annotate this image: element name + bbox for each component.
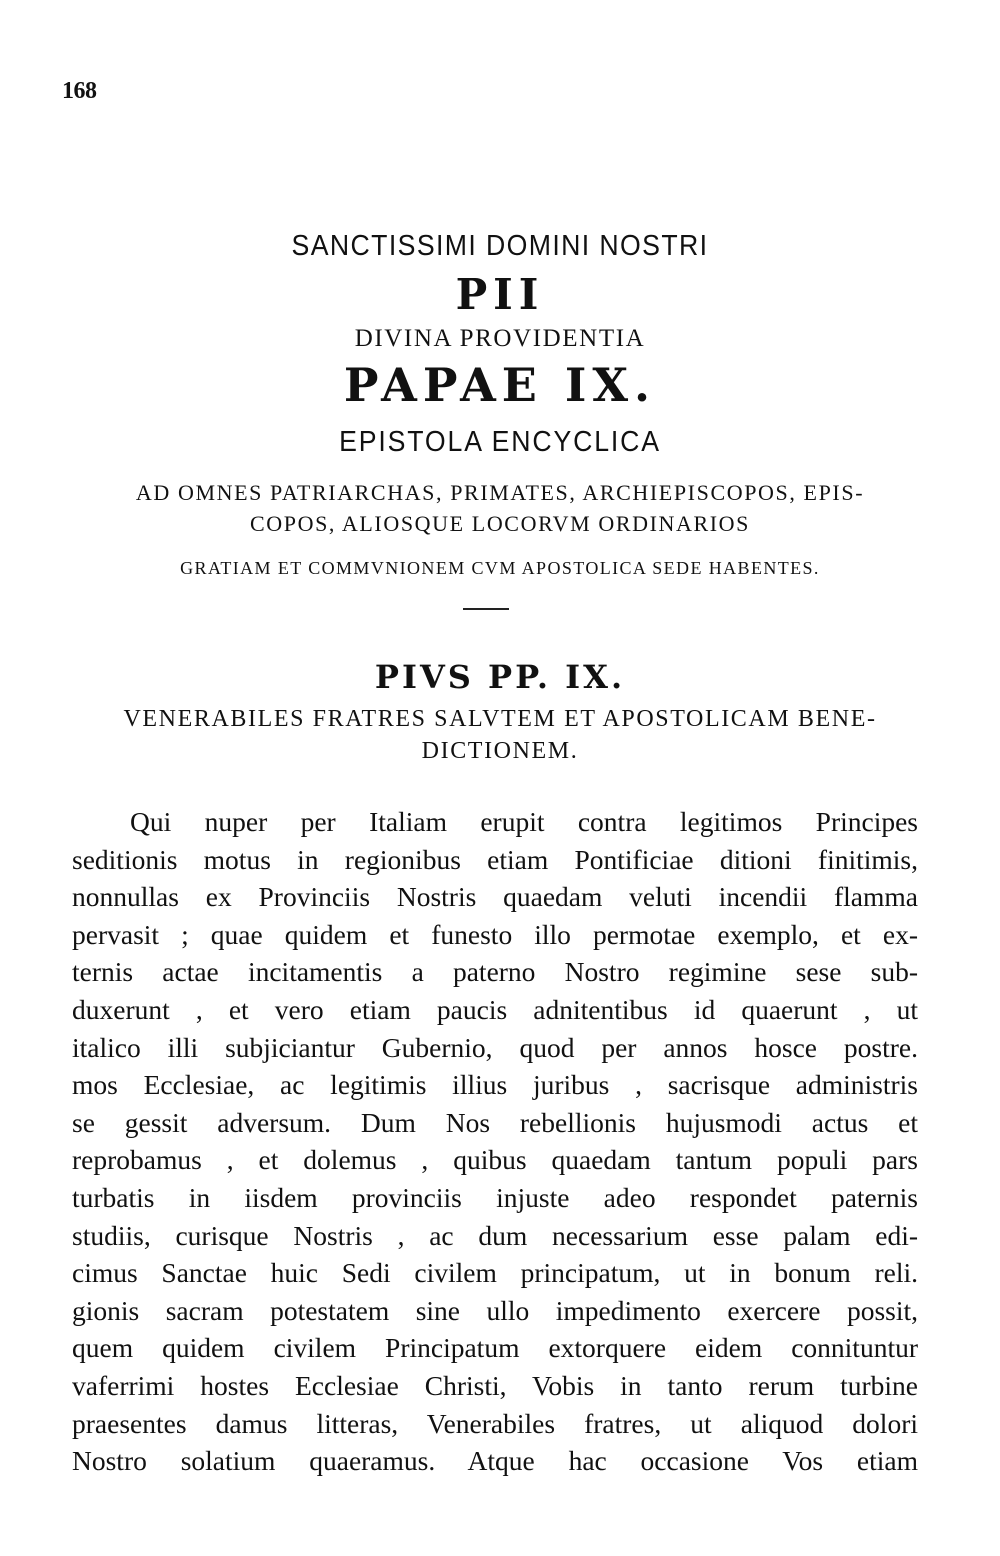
- body-line: se gessit adversum. Dum Nos rebellionis hujusmodi actus et: [72, 1106, 918, 1138]
- address-line-3: GRATIAM ET COMMVNIONEM CVM APOSTOLICA SEDE HABENTES.: [180, 558, 820, 578]
- heading-divina-providentia: DIVINA PROVIDENTIA: [354, 325, 646, 352]
- salutation-title: PIVS PP. IX.: [374, 658, 626, 696]
- body-line: mos Ecclesiae, ac legitimis illius juribus , sacrisque administris: [72, 1069, 918, 1101]
- body-line: ternis actae incitamentis a paterno Nostro regimine sese sub-: [72, 956, 918, 988]
- address-line-1: AD OMNES PATRIARCHAS, PRIMATES, ARCHIEPISCOPOS, EPIS-: [135, 480, 865, 505]
- body-line: quem quidem civilem Principatum extorquere eidem connituntur: [72, 1332, 918, 1364]
- heading-epistola-encyclica: EPISTOLA ENCYCLICA: [339, 426, 661, 458]
- body-line: reprobamus , et dolemus , quibus quaedam tantum populi pars: [72, 1144, 918, 1176]
- body-line: cimus Sanctae huic Sedi civilem principatum, ut in bonum reli.: [72, 1257, 918, 1289]
- body-text: [72, 803, 918, 1480]
- body-line: Nostro solatium quaeramus. Atque hac occasione Vos etiam: [72, 1445, 918, 1477]
- salutation-line-1: VENERABILES FRATRES SALVTEM ET APOSTOLICAM BENE-: [123, 706, 877, 732]
- heading-pii: PII: [455, 270, 545, 319]
- body-line: seditionis motus in regionibus etiam Pontificiae ditioni finitimis,: [72, 843, 918, 875]
- heading-dominus: SANCTISSIMI DOMINI NOSTRI: [291, 230, 709, 262]
- body-line: turbatis in iisdem provinciis injuste adeo respondet paternis: [72, 1181, 918, 1213]
- body-line: praesentes damus litteras, Venerabiles fratres, ut aliquod dolori: [72, 1407, 918, 1439]
- body-line: gionis sacram potestatem sine ullo impedimento exercere possit,: [72, 1294, 918, 1326]
- body-line: nonnullas ex Provinciis Nostris quaedam veluti incendii flamma: [72, 881, 918, 913]
- section-divider: [463, 608, 509, 610]
- page-number: 168: [62, 78, 97, 104]
- body-line: italico illi subjiciantur Gubernio, quod per annos hosce postre.: [72, 1031, 918, 1063]
- address-line-2: COPOS, ALIOSQUE LOCORVM ORDINARIOS: [249, 511, 751, 536]
- body-line: duxerunt , et vero etiam paucis adnitentibus id quaerunt , ut: [72, 993, 918, 1025]
- body-line: vaferrimi hostes Ecclesiae Christi, Vobis in tanto rerum turbine: [72, 1369, 918, 1401]
- body-line: studiis, curisque Nostris , ac dum necessarium esse palam edi-: [72, 1219, 918, 1251]
- body-line: Qui nuper per Italiam erupit contra legitimos Principes: [130, 806, 918, 837]
- salutation-line-2: DICTIONEM.: [421, 738, 579, 764]
- body-line: pervasit ; quae quidem et funesto illo permotae exemplo, et ex-: [72, 918, 918, 950]
- heading-papae: PAPAE IX.: [343, 358, 657, 412]
